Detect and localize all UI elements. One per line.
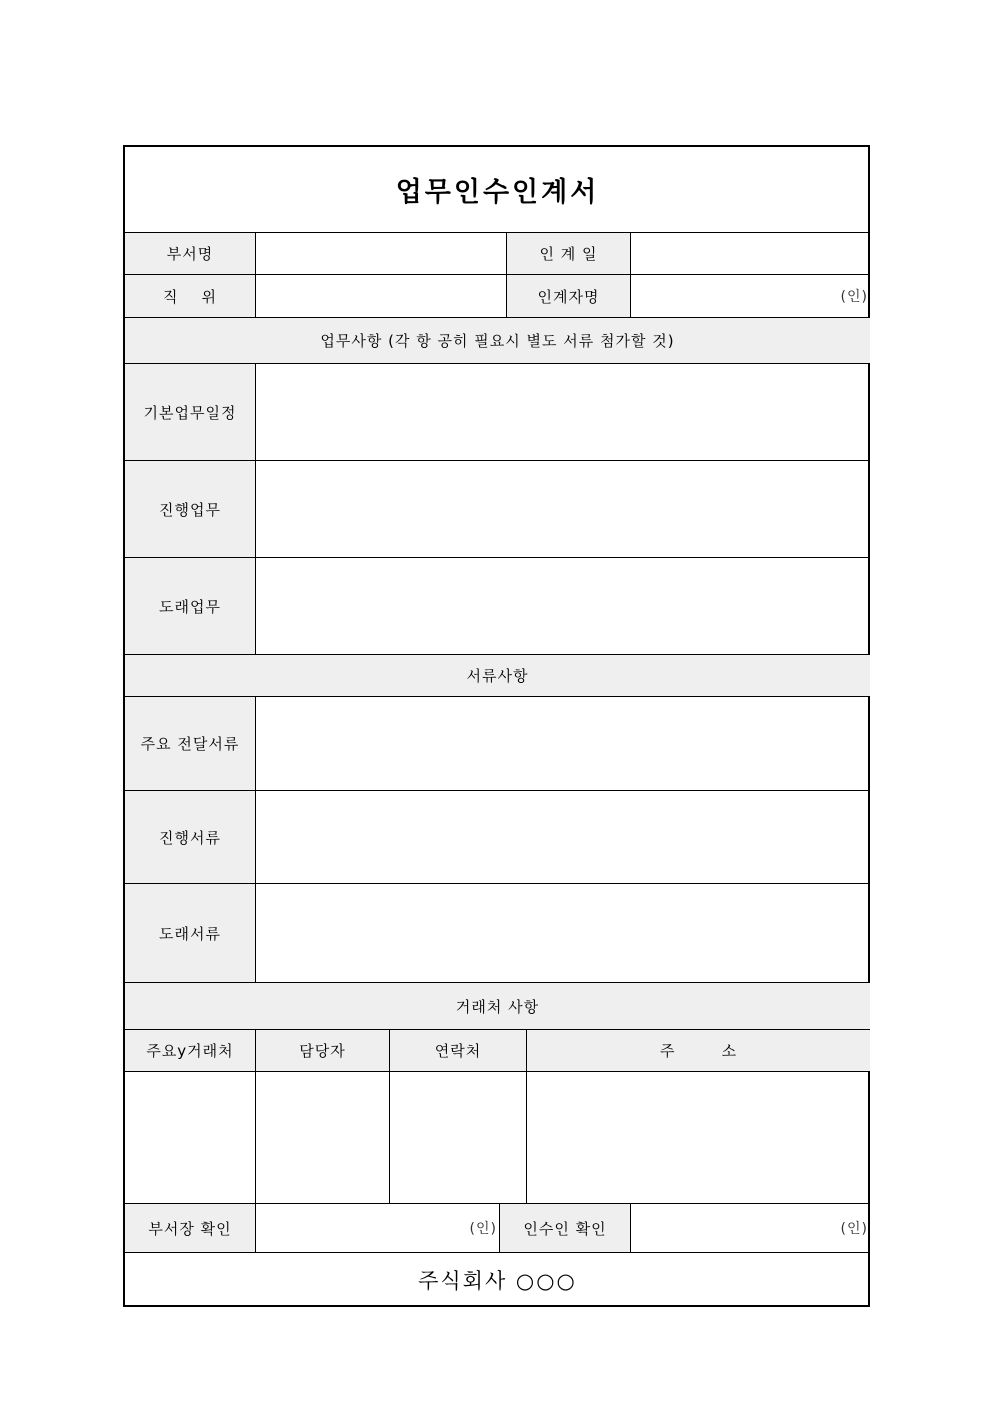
work-section-heading: 업무사항 (각 항 공히 필요시 별도 서류 첨가할 것) [125, 318, 870, 364]
company-name: 주식회사 ○○○ [418, 1269, 577, 1293]
work-row-label-basic: 기본업무일정 [125, 364, 256, 461]
clients-col-address: 주 소 [527, 1030, 870, 1072]
handover-date-label: 인 계 일 [507, 233, 631, 275]
handover-date-field[interactable] [631, 233, 870, 275]
document-title: 업무인수인계서 [125, 147, 870, 233]
dept-label: 부서명 [125, 233, 256, 275]
work-row-label-ongoing: 진행업무 [125, 461, 256, 558]
clients-field-address[interactable] [527, 1072, 870, 1204]
dept-field[interactable] [256, 233, 507, 275]
position-label: 직 위 [125, 275, 256, 318]
receiver-confirm-field[interactable] [631, 1204, 870, 1253]
clients-field-contact-person[interactable] [256, 1072, 390, 1204]
docs-row-label-main: 주요 전달서류 [125, 697, 256, 791]
seal-mark: (인) [840, 1221, 868, 1237]
clients-col-contact-person: 담당자 [256, 1030, 390, 1072]
docs-row-field-main[interactable] [256, 697, 870, 791]
handover-person-label: 인계자명 [507, 275, 631, 318]
seal-mark: (인) [840, 289, 868, 305]
seal-mark: (인) [469, 1221, 497, 1237]
clients-field-main-client[interactable] [125, 1072, 256, 1204]
handover-form [123, 145, 870, 1307]
docs-row-label-ongoing: 진행서류 [125, 791, 256, 884]
work-row-field-ongoing[interactable] [256, 461, 870, 558]
dept-head-confirm-label: 부서장 확인 [125, 1204, 256, 1253]
docs-row-field-upcoming[interactable] [256, 884, 870, 983]
clients-field-phone[interactable] [390, 1072, 527, 1204]
docs-section-heading: 서류사항 [125, 655, 870, 697]
handover-person-field[interactable] [631, 275, 870, 318]
work-row-field-upcoming[interactable] [256, 558, 870, 655]
position-field[interactable] [256, 275, 507, 318]
clients-col-phone: 연락처 [390, 1030, 527, 1072]
clients-section-heading: 거래처 사항 [125, 983, 870, 1030]
clients-col-main-client: 주요y거래처 [125, 1030, 256, 1072]
docs-row-label-upcoming: 도래서류 [125, 884, 256, 983]
receiver-confirm-label: 인수인 확인 [500, 1204, 631, 1253]
docs-row-field-ongoing[interactable] [256, 791, 870, 884]
work-row-label-upcoming: 도래업무 [125, 558, 256, 655]
dept-head-confirm-field[interactable] [256, 1204, 500, 1253]
work-row-field-basic[interactable] [256, 364, 870, 461]
